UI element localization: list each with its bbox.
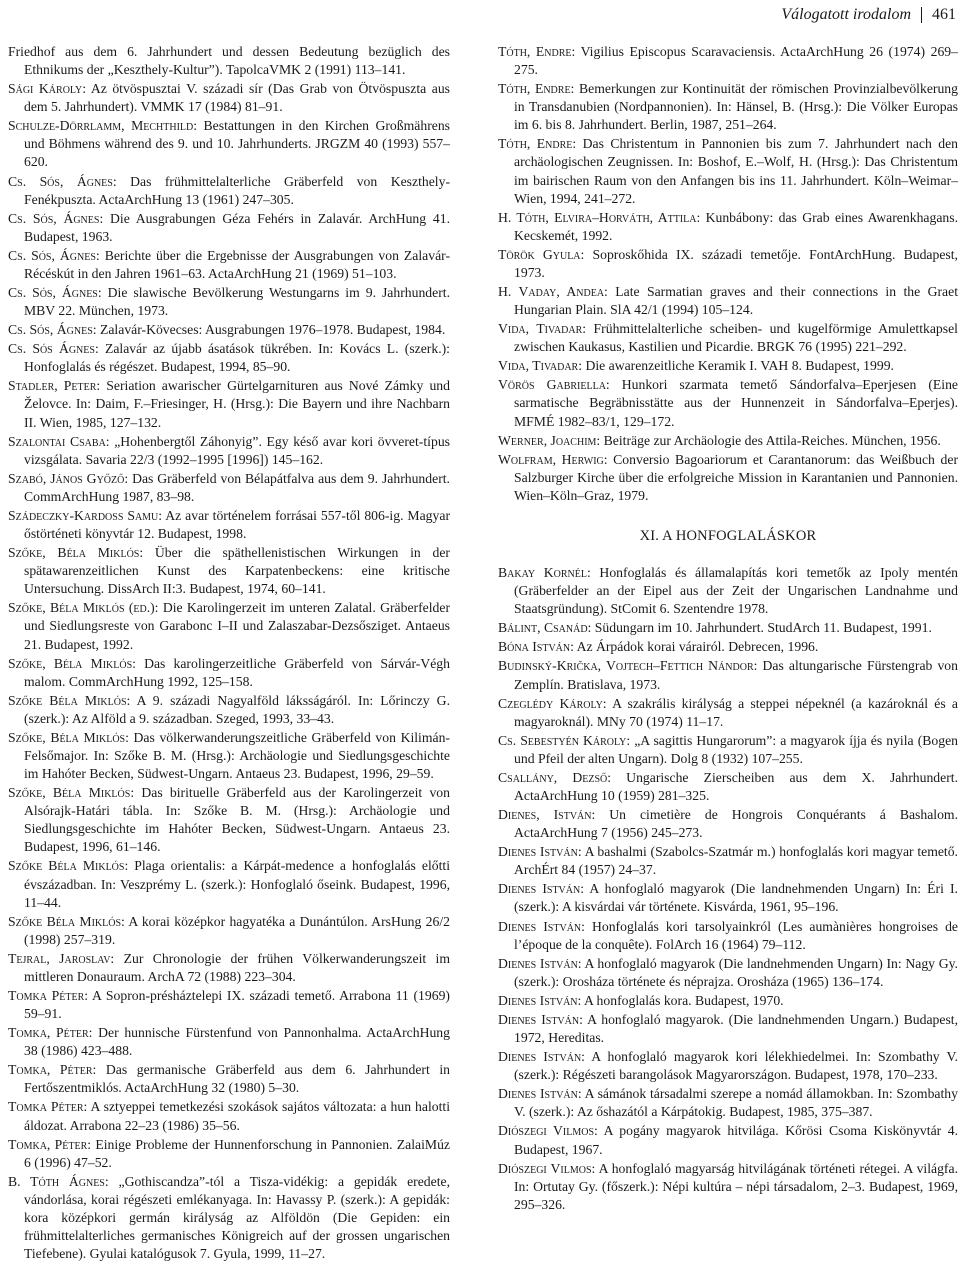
bibliography-entry xyxy=(498,376,958,430)
entry-author: Bálint, Csanád: xyxy=(498,620,592,636)
entry-text: Das Gräberfeld von Bélapátfalva aus dem 9. Jahrhundert. CommArchHung 1987, 83–98. xyxy=(24,470,450,504)
entry-text: Vigilius Episcopus Scaravaciensis. ActaArchHung 26 (1974) 269–275. xyxy=(514,44,958,78)
entry-text: Honfoglalás kori tarsolyainkról (Les aumànières hongroises de l’époque de la conquête). FolArch 16 (1964) 79–112. xyxy=(514,918,958,952)
entry-author: Cs. Sós Ágnes: xyxy=(8,341,99,357)
entry-text: Das birituelle Gräberfeld aus der Karolingerzeit von Alsórajk-Határi tábla. In: Szőke B. M. (Hrsg.): Archäologie und Siedlungsgeschichte im Hahóter Becken, Südwest-Ungarn. Antaeus 23. Budapest, 1996, 61–146. xyxy=(24,785,450,855)
bibliography-entry xyxy=(498,451,958,505)
bibliography-entry xyxy=(498,1160,958,1214)
entry-text: A honfoglaló magyarok (Die landnehmenden Ungarn) In: Éri I. (szerk.): A kisvárdai vár története. Kisvárda, 1961, 95–196. xyxy=(514,881,958,915)
entry-text: Die awarenzeitliche Keramik I. VAH 8. Budapest, 1999. xyxy=(582,358,894,374)
entry-author: Cs. Sós, Ágnes: xyxy=(8,322,97,338)
bibliography-entry xyxy=(498,320,958,356)
entry-text: „A sagittis Hungarorum”: a magyarok íjja és nyila (Bogen und Pfeil der alten Ungarn). Dolg 8 (1932) 107–255. xyxy=(514,732,958,766)
entry-text: Das karolingerzeitliche Gräberfeld von Sárvár-Végh malom. CommArchHung 1992, 125–158. xyxy=(24,655,450,689)
entry-author: Tomka, Péter: xyxy=(8,1025,93,1041)
entry-author: Szádeczky-Kardoss Samu: xyxy=(8,507,163,523)
bibliography-entry xyxy=(498,1122,958,1158)
entry-author: Budinský-Krička, Vojtech–Fettich Nándor: xyxy=(498,658,758,674)
bibliography-entry xyxy=(8,913,450,949)
entry-author: Dienes, István: xyxy=(498,807,596,823)
entry-text: Conversio Bagoariorum et Carantanorum: das Weißbuch der Salzburger Kirche über die erfolgreiche Mission in Karantanien und Pannonien. Wien–Köln–Graz, 1979. xyxy=(514,451,958,503)
bibliography-entry xyxy=(498,1085,958,1121)
entry-author: Tóth, Endre: xyxy=(498,81,575,97)
bibliography-entry xyxy=(498,1048,958,1084)
entry-text: „Gothiscandza”-tól a Tisza-vidékig: a gepidák eredete, vándorlása, korai régészeti emlékanyaga. In: Havassy P. (szerk.): A gepidák: kora középkori germán királyság az Alföldön (Die Gepiden: ein frühmittelalterliches germanisches Königreich auf der grossen ungarischen Tiefebene). Gyulai katalógusok 7. Gyula, 1999, 11–27. xyxy=(24,1173,450,1262)
bibliography-entry xyxy=(8,655,450,691)
entry-author: Dienes István: xyxy=(498,881,585,897)
entry-author: H. Vaday, Andea: xyxy=(498,284,608,300)
entry-author: Szabó, János Győző: xyxy=(8,470,129,486)
entry-text: A honfoglaló magyarok. (Die landnehmenden Ungarn.) Budapest, 1972, Hereditas. xyxy=(514,1011,958,1046)
entry-author: Szőke Béla Miklós: xyxy=(8,913,125,929)
entry-text: Zur Chronologie der frühen Völkerwanderungszeit im mittleren Donauraum. ArchA 72 (1988) 223–304. xyxy=(24,950,450,984)
entry-text: Un cimetière de Hongrois Conquérants á Bashalom. ActaArchHung 7 (1956) 245–273. xyxy=(514,807,959,841)
entry-text: Der hunnische Fürstenfund von Pannonhalma. ActaArchHung 38 (1986) 423–488. xyxy=(24,1025,450,1059)
entry-author: B. Tóth Ágnes: xyxy=(8,1173,109,1189)
entry-author: Cs. Sebestyén Károly: xyxy=(498,732,631,748)
entry-author: Szőke, Béla Miklós: xyxy=(8,655,136,671)
entry-author: Diószegi Vilmos: xyxy=(498,1123,598,1139)
entry-author: Tomka Péter: xyxy=(8,987,89,1003)
entry-author: Szőke, Béla Miklós: xyxy=(8,545,144,561)
bibliography-entry xyxy=(8,1136,450,1172)
section-heading: XI. A HONFOGLALÁSKOR xyxy=(639,527,817,544)
entry-text: A korai középkor hagyatéka a Dunántúlon. ArsHung 26/2 (1998) 257–319. xyxy=(24,913,450,947)
entry-author: Szőke, Béla Miklós: xyxy=(8,785,135,801)
entry-author: Tomka Péter: xyxy=(8,1099,88,1115)
bibliography-entry xyxy=(498,695,958,731)
entry-text: Das germanische Gräberfeld aus dem 6. Jahrhundert in Fertőszentmiklós. ActaArchHung 32 (1980) 5–30. xyxy=(24,1062,450,1096)
entry-text: Seriation awarischer Gürtelgarnituren aus Nové Zámky und Želovce. In: Daim, F.–Friesinger, H. (Hrsg.): Die Bayern und ihre Nachbarn II. Wien, 1985, 127–132. xyxy=(24,378,450,430)
entry-text: Plaga orientalis: a Kárpát-medence a honfoglalás előtti évszázadban. In: Veszprémy L. (szerk.): Honfoglaló őseink. Budapest, 1996, 11–44. xyxy=(24,858,450,910)
bibliography-entry xyxy=(498,357,958,375)
bibliography-entry xyxy=(8,857,450,911)
entry-author: Werner, Joachim: xyxy=(498,432,601,448)
bibliography-entry xyxy=(8,117,450,171)
entry-text: Zalavár az újabb ásatások tükrében. In: Kovács L. (szerk.): Honfoglalás és régészet. Budapest, 1994, 85–90. xyxy=(24,341,450,375)
bibliography-entry xyxy=(498,283,958,319)
entry-text: Honfoglalás és államalapítás kori temetők az Ipoly mentén (Gräberfelder an der Eipel aus der Zeit der Ungarischen Landnahme und Staatsgründung). StComit 6. Szentendre 1978. xyxy=(514,565,958,617)
entry-text: Das frühmittelalterliche Gräberfeld von Keszthely-Fenékpuszta. ActaArchHung 13 (1961) 247–305. xyxy=(24,173,450,207)
entry-text: Über die späthellenistischen Wirkungen in der spätawarenzeitlichen Kunst des Karpatenbeckens: eine kritische Untersuchung. DissArch II:3. Budapest, 1974, 60–141. xyxy=(24,545,450,597)
bibliography-entry xyxy=(8,173,450,209)
bibliography-entry xyxy=(498,638,958,656)
entry-text: Frühmittelalterliche scheiben- und kugelförmige Amulettkapsel zwischen Kaukasus, Kastilien und Picardie. BRGK 76 (1995) 221–292. xyxy=(514,321,958,355)
bibliography-entry xyxy=(8,507,450,543)
entry-author: Czeglédy Károly: xyxy=(498,695,607,711)
entry-text: Bemerkungen zur Kontinuität der römischen Provinzialbevölkerung in Transdanubien (Nordpannonien). In: Hänsel, B. (Hrsg.): Die Völker Europas im 6. bis 8. Jahrhundert. Berlin, 1987, 251–264. xyxy=(514,81,958,133)
entry-author: Vida, Tivadar: xyxy=(498,358,583,374)
bibliography-entry xyxy=(8,1098,450,1134)
entry-author: Cs. Sós, Ágnes: xyxy=(8,173,117,189)
entry-author: Stadler, Peter: xyxy=(8,378,101,394)
entry-author: Dienes István: xyxy=(498,955,582,971)
entry-text: Az ötvöspusztai V. századi sír (Das Grab von Ötvöspuszta aus dem 5. Jahrhundert). VMMK 17 (1984) 81–91. xyxy=(24,81,450,115)
entry-author: Szőke, Béla Miklós (ed.): xyxy=(8,600,159,616)
entry-text: A sztyeppei temetkezési szokások sajátos változata: a hun halotti áldozat. Arrabona 22–23 (1986) 35–56. xyxy=(24,1099,451,1133)
entry-author: Vörös Gabriella: xyxy=(498,377,610,393)
bibliography-entry xyxy=(8,284,450,320)
entry-text: Kunbábony: das Grab eines Awarenkhagans. Kecskemét, 1992. xyxy=(514,209,958,243)
entry-text: A sámánok társadalmi szerepe a nomád államokban. In: Szombathy V. (szerk.): Az őshazától a Kárpátokig. Budapest, 1985, 375–387. xyxy=(514,1086,958,1120)
entry-author: Dienes István: xyxy=(498,992,582,1008)
bibliography-entry xyxy=(498,843,958,879)
running-header xyxy=(0,0,960,30)
bibliography-entry xyxy=(498,80,958,134)
bibliography-entry xyxy=(8,692,450,728)
entry-text: Hunkori szarmata temető Sándorfalva–Eperjesen (Eine sarmatische Begräbnisstätte aus der Hunnenzeit in Sándorfalva–Eperjes). MFMÉ 1982–83/1, 129–172. xyxy=(514,377,958,429)
entry-author: Dienes István: xyxy=(498,1086,582,1102)
bibliography-entry xyxy=(8,544,450,598)
left-column xyxy=(8,43,450,1264)
entry-author: Dienes István: xyxy=(498,918,585,934)
bibliography-entry xyxy=(8,80,450,116)
entry-author: Tejral, Jaroslav: xyxy=(8,950,115,966)
bibliography-entry xyxy=(498,918,958,954)
bibliography-entry xyxy=(8,43,450,79)
bibliography-entry xyxy=(8,340,450,376)
bibliography-entry xyxy=(8,1061,450,1097)
entry-author: Szalontai Csaba: xyxy=(8,433,110,449)
entry-author: Cs. Sós, Ágnes: xyxy=(8,210,104,226)
entry-author: Diószegi Vilmos: xyxy=(498,1160,596,1176)
entry-author: Bóna István: xyxy=(498,639,574,655)
bibliography-entry xyxy=(498,1011,958,1047)
bibliography-entry xyxy=(498,209,958,245)
entry-text: Berichte über die Ergebnisse der Ausgrabungen von Zalavár-Récéskút in den Jahren 1961–63. ActaArchHung 21 (1969) 51–103. xyxy=(24,247,450,281)
bibliography-entry xyxy=(498,992,958,1010)
bibliography-entry xyxy=(498,619,958,637)
entry-text: Zalavár-Kövecses: Ausgrabungen 1976–1978. Budapest, 1984. xyxy=(96,322,446,338)
bibliography-entry xyxy=(8,470,450,506)
bibliography-entry xyxy=(8,1024,450,1060)
entry-author: Tomka, Péter: xyxy=(8,1136,92,1152)
entry-text: A honfoglaló magyarok (Die landnehmenden Ungarn) In: Nagy Gy. (szerk.): Orosháza története és néprajza. Orosháza (1965) 136–174. xyxy=(514,955,958,989)
entry-author: Tóth, Endre: xyxy=(498,136,577,152)
entry-author: Cs. Sós, Ágnes: xyxy=(8,247,100,263)
entry-text: Az Árpádok korai várairól. Debrecen, 1996. xyxy=(573,639,819,655)
section-entries xyxy=(498,564,958,1214)
entry-text: Die Ausgrabungen Géza Fehérs in Zalavár. ArchHung 41. Budapest, 1963. xyxy=(24,210,450,244)
bibliography-entry xyxy=(498,657,958,693)
bibliography-entry xyxy=(8,210,450,246)
bibliography-entry xyxy=(8,987,450,1023)
entry-text: „Hohenbergtől Záhonyig”. Egy késő avar kori övveret-típus vizsgálata. Savaria 22/3 (1992–1995 [1996]) 145–162. xyxy=(24,433,450,467)
bibliography-entry xyxy=(498,432,958,450)
entry-author: Tóth, Endre: xyxy=(498,44,576,59)
entry-text: A pogány magyarok hitvilága. Kőrösi Csoma Kiskönyvtár 4. Budapest, 1967. xyxy=(514,1123,958,1157)
entry-author: Wolfram, Herwig: xyxy=(498,451,608,467)
bibliography-entry xyxy=(8,950,450,986)
bibliography-entry xyxy=(498,806,958,842)
right-column xyxy=(498,43,958,1215)
bibliography-entry xyxy=(498,732,958,768)
entry-text: A Sopron-présháztelepi IX. századi temető. Arrabona 11 (1969) 59–91. xyxy=(24,987,450,1022)
entry-text: Das Christentum in Pannonien bis zum 7. Jahrhundert nach den archäologischen Zeugnissen. In: Boshof, E.–Wolf, H. (Hrsg.): Das Christentum im bairischen Raum von den Anfangen bis ins 11. Jahrhundert. Köln–Weimar–Wien, 1994, 241–272. xyxy=(514,136,958,206)
entry-text: A szakrális királyság a steppei népeknél (a kazároknál és a magyaroknál). MNy 70 (1974) 11–17. xyxy=(514,695,959,729)
entry-author: H. Tóth, Elvira–Horváth, Attila: xyxy=(498,209,701,225)
entry-text: Die slawische Bevölkerung Westungarns im 9. Jahrhundert. MBV 22. München, 1973. xyxy=(24,285,450,319)
entry-author: Szőke Béla Miklós: xyxy=(8,858,129,874)
entry-text: A honfoglaló magyarság hitvilágának történeti rétegei. A világfa. In: Ortutay Gy. (főszerk.): Népi kultúra – népi társadalom, 2–3. Budapest, 1969, 295–326. xyxy=(514,1160,958,1212)
bibliography-entry xyxy=(498,246,958,282)
bibliography-entry xyxy=(498,955,958,991)
entry-text: Beiträge zur Archäologie des Attila-Reiches. München, 1956. xyxy=(600,432,941,448)
entry-text: A 9. századi Nagyalföld láksságáról. In: Lőrinczy G. (szerk.): Az Alföld a 9. században. Szeged, 1993, 33–43. xyxy=(24,692,450,726)
entry-text: A honfoglaló magyarok kori lélekhiedelmei. In: Szombathy V. (szerk.): Régészeti barangolások Magyarországon. Budapest, 1978, 170–233. xyxy=(514,1049,958,1083)
entry-text: Friedhof aus dem 6. Jahrhundert und dessen Bedeutung bezüglich des Ethnikums der „Keszthely-Kultur”). TapolcaVMK 2 (1991) 113–141. xyxy=(8,44,450,78)
entry-text: Einige Probleme der Hunnenforschung in Pannonien. ZalaiMúz 6 (1996) 47–52. xyxy=(24,1136,451,1170)
bibliography-entry xyxy=(8,433,450,469)
entry-author: Tomka, Péter: xyxy=(8,1062,97,1078)
bibliography-entry xyxy=(8,729,450,783)
bibliography-entry xyxy=(498,564,958,618)
entry-text: Das altungarische Fürstengrab von Zemplín. Bratislava, 1973. xyxy=(514,658,958,692)
entry-author: Sági Károly: xyxy=(8,81,87,97)
bibliography-entry xyxy=(8,784,450,856)
entry-author: Szőke, Béla Miklós: xyxy=(8,729,129,745)
bibliography-entry xyxy=(498,769,958,805)
entry-author: Dienes István: xyxy=(498,844,582,860)
entry-author: Cs. Sós, Ágnes: xyxy=(8,285,102,301)
entry-author: Dienes István: xyxy=(498,1049,585,1065)
entry-text: Südungarn im 10. Jahrhundert. StudArch 11. Budapest, 1991. xyxy=(591,620,932,636)
bibliography-entry xyxy=(498,43,958,79)
entry-text: Die Karolingerzeit im unteren Zalatal. Gräberfelder und Siedlungsreste von Garabonc I–II und Zalaszabar-Dezsősziget. Antaeus 21. Budapest, 1992. xyxy=(24,600,450,652)
entry-author: Vida, Tivadar: xyxy=(498,321,587,337)
entry-author: Török Gyula: xyxy=(498,246,585,262)
header-divider xyxy=(921,7,922,23)
right-column-entries xyxy=(498,43,958,505)
bibliography-entry xyxy=(8,599,450,653)
entry-author: Dienes István: xyxy=(498,1011,583,1027)
bibliography-entry xyxy=(8,1173,450,1263)
entry-text: A bashalmi (Szabolcs-Szatmár m.) honfoglalás kori magyar temető. ArchÉrt 84 (1957) 24–37. xyxy=(514,844,958,878)
entry-author: Csallány, Dezső: xyxy=(498,769,612,785)
entry-author: Szőke Béla Miklós: xyxy=(8,692,131,708)
page-number: 461 xyxy=(932,6,956,23)
entry-text: Das völkerwanderungszeitliche Gräberfeld von Kilimán-Felsőmajor. In: Szőke B. M. (Hrsg.): Archäologie und Siedlungsgeschichte im Hahóter Becken, Südwest-Ungarn. Antaeus 23. Budapest, 1996, 29–59. xyxy=(24,729,450,782)
entry-text: Az avar történelem forrásai 557-től 806-ig. Magyar őstörténeti könyvtár 12. Budapest, 1998. xyxy=(24,507,450,542)
running-title: Válogatott irodalom xyxy=(781,6,911,23)
entry-author: Schulze-Dörrlamm, Mechthild: xyxy=(8,118,198,134)
entry-text: Ungarische Zierscheiben aus dem X. Jahrhundert. ActaArchHung 10 (1959) 281–325. xyxy=(514,769,959,804)
entry-text: A honfoglalás kora. Budapest, 1970. xyxy=(581,992,784,1008)
bibliography-entry xyxy=(8,247,450,283)
entry-text: Soproskőhida IX. századi temetője. FontArchHung. Budapest, 1973. xyxy=(514,246,958,280)
entry-author: Bakay Kornél: xyxy=(498,565,591,581)
bibliography-entry xyxy=(8,321,450,339)
entry-text: Bestattungen in den Kirchen Großmährens und Böhmens während des 9. und 10. Jahrhunderts. JRGZM 40 (1993) 557–620. xyxy=(24,118,450,170)
bibliography-entry xyxy=(8,377,450,431)
bibliography-entry xyxy=(498,135,958,207)
bibliography-entry xyxy=(498,880,958,916)
entry-text: Late Sarmatian graves and their connections in the Graet Hungarian Plain. SlA 42/1 (1994) 105–124. xyxy=(514,284,959,318)
